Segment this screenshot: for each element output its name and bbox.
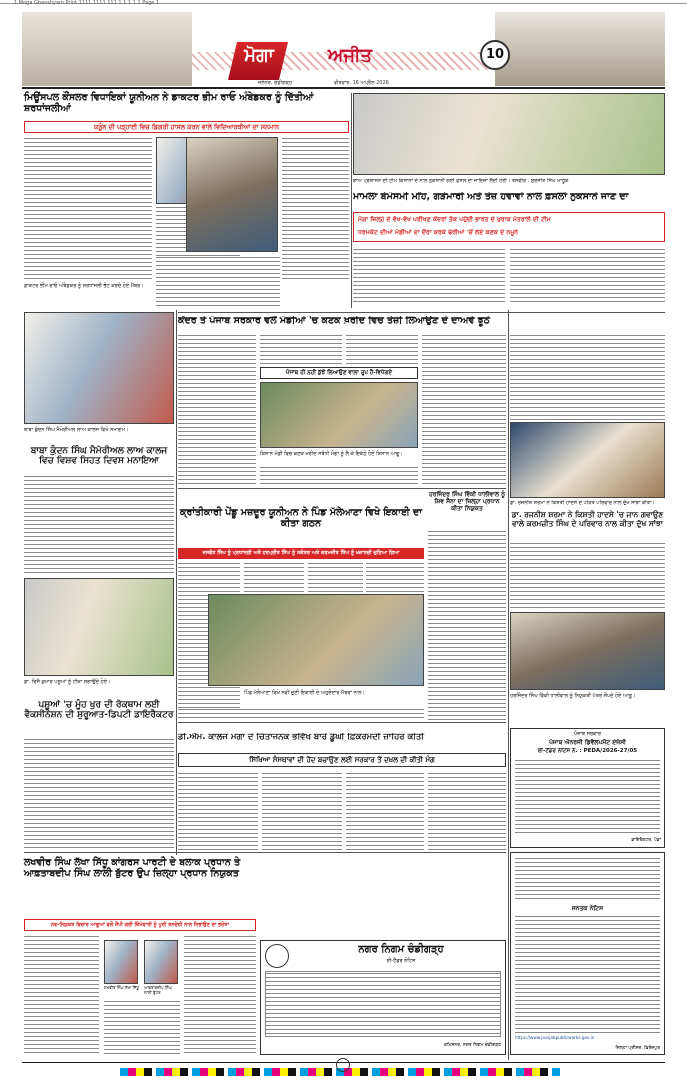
masthead-edition: ਜਲੰਧਰ, ਚੰਡੀਗੜ੍ਹ bbox=[258, 80, 293, 86]
print-strip bbox=[0, 0, 687, 12]
ad-peda-head1: ਪੰਜਾਬ ਸਰਕਾਰ bbox=[574, 731, 601, 737]
print-strip-text: 1 Moga Ghanshyam Print 1111 1111 111 1 1 1 1 1 Page 1 bbox=[14, 0, 160, 6]
story9-body-col3 bbox=[346, 772, 424, 850]
story7-body-col1 bbox=[428, 530, 506, 720]
story2-bullet2: ਧਰਮਕੋਟ ਦੀਆਂ ਮੰਡੀਆਂ ਦਾ ਦੌਰਾ ਕਰਕੇ ਢੇਰੀਆਂ 'ਚੋਂ ਲਏ ਕਣਕ ਦੇ ਨਮੂਨੇ bbox=[358, 229, 519, 236]
ad-notice-url: https://www.punjabpublicworks.gov.in bbox=[515, 1035, 595, 1040]
story10-photo2 bbox=[144, 940, 178, 984]
story3-body-col6 bbox=[510, 334, 665, 420]
story6-headline: ਕ੍ਰਾਂਤੀਕਾਰੀ ਪੇਂਡੂ ਮਜ਼ਦੂਰ ਯੂਨੀਅਨ ਨੇ ਪਿੰਡ ਮੱਲੇਆਣਾ ਵਿਖੇ ਇਕਾਈ ਦਾ ਕੀਤਾ ਗਠਨ bbox=[179, 507, 423, 529]
story4-headline: ਬਾਬਾ ਕੁੰਦਨ ਸਿੰਘ ਮੈਮੋਰੀਅਲ ਲਾਅ ਕਾਲਜ ਵਿਚ ਵਿਸ਼ਵ ਸਿਹਤ ਦਿਵਸ ਮਨਾਇਆ bbox=[30, 446, 168, 467]
story4-caption: ਬਾਬਾ ਕੁੰਦਨ ਸਿੰਘ ਮੈਮੋਰੀਅਲ ਲਾਅ ਕਾਲਜ ਵਿਖੇ ਸਮਾਗਮ। bbox=[24, 427, 129, 433]
masthead-left-photo bbox=[22, 12, 192, 86]
story1-body-col3 bbox=[282, 137, 349, 279]
story9-body-col1 bbox=[178, 772, 258, 850]
ad-nagar-nigam bbox=[260, 940, 506, 1055]
ad-nagar-subtitle: ਈ-ਟੈਂਡਰ ਨੋਟਿਸ bbox=[386, 958, 416, 964]
story6-body-col2 bbox=[244, 562, 304, 592]
story6-body-col3 bbox=[308, 562, 363, 592]
ad-nagar-title: ਨਗਰ ਨਿਗਮ ਚੰਡੀਗੜ੍ਹ bbox=[358, 944, 444, 955]
ad-notice-body bbox=[515, 915, 660, 1033]
story3-body-col5 bbox=[422, 334, 506, 484]
ad-notice-top bbox=[515, 857, 660, 901]
story5-caption: ਡਾ. ਰਜਨੀਸ਼ ਸ਼ਰਮਾ ਨੇ ਕਿਸ਼ਤੀ ਹਾਦਸੇ ਦੇ ਪੀੜਤ ਪਰਿਵਾਰ ਨਾਲ ਦੁੱਖ ਸਾਂਝਾ ਕੀਤਾ। bbox=[510, 500, 655, 506]
story2-photo bbox=[353, 93, 665, 175]
story2-headline: ਮਾਮਲਾ ਬੇਮੌਸਮੀ ਮੀਂਹ, ਗੜੇਮਾਰੀ ਅਤੇ ਤੇਜ਼ ਹਵਾਵਾਂ ਨਾਲ ਫ਼ਸਲਾਂ ਨੁਕਸਾਨੇ ਜਾਣ ਦਾ bbox=[353, 192, 629, 202]
story10-photo2-caption: ਆਫ਼ਤਾਬਦੀਪ ਸਿੰਘ ਲਾਲੀ ਬੁੱਟਰ bbox=[144, 985, 172, 995]
ad-notice-footer: ਜ਼ਿਲ੍ਹਾ ਪ੍ਰੀਸ਼ਦ, ਫ਼ਿਰੋਜ਼ਪੁਰ bbox=[615, 1046, 660, 1051]
story2-bullet-box bbox=[353, 212, 665, 242]
story1-body-col1 bbox=[24, 137, 152, 279]
ad-notice bbox=[510, 852, 665, 1055]
story5-photo bbox=[510, 422, 665, 498]
story8-headline: ਪਸ਼ੂਆਂ 'ਚ ਮੂੰਹ ਖੁਰ ਦੀ ਰੋਕਥਾਮ ਲਈ ਵੈਕਸੀਨੇਸ਼ਨ ਦੀ ਸ਼ੁਰੂਆਤ-ਡਿਪਟੀ ਡਾਇਰੈਕਟਰ bbox=[24, 700, 174, 721]
ad-nagar-footer: ਕਮਿਸ਼ਨਰ, ਨਗਰ ਨਿਗਮ ਚੰਡੀਗੜ੍ਹ bbox=[443, 1043, 501, 1048]
masthead-date: ਵੀਰਵਾਰ, 16 ਅਪ੍ਰੈਲ 2026 bbox=[334, 80, 389, 86]
story7-photo bbox=[510, 612, 665, 690]
ad-peda bbox=[510, 728, 665, 848]
emblem-icon bbox=[265, 944, 289, 968]
story5-body bbox=[510, 542, 665, 610]
story3-photo bbox=[260, 382, 418, 448]
story3-body-col1 bbox=[178, 334, 256, 484]
story1-caption: ਡਾਕਟਰ ਭੀਮ ਰਾਓ ਅੰਬੇਡਕਰ ਨੂੰ ਸ਼ਰਧਾਂਜਲੀ ਭੇਟ ਕਰਦੇ ਹੋਏ ਮੈਂਬਰ। bbox=[24, 283, 144, 289]
story1-photo-main bbox=[186, 137, 278, 252]
story10-headline: ਲਖਵੀਰ ਸਿੰਘ ਲੱਖਾ ਸਿੱਧੂ ਕਾਂਗਰਸ ਪਾਰਟੀ ਦੇ ਬਲਾਕ ਪ੍ਰਧਾਨ ਤੇ ਆਫ਼ਤਾਬਦੀਪ ਸਿੰਘ ਲਾਲੀ ਬੁੱਟਰ ਉਪ ਜ਼ਿਲ੍ਹਾ ਪ੍ਰਧਾਨ ਨਿਯੁਕਤ bbox=[24, 857, 241, 879]
story8-body bbox=[24, 738, 174, 848]
story3-body-col3 bbox=[346, 334, 418, 364]
story8-photo bbox=[24, 578, 174, 676]
story8-caption: ਡਾ. ਵਿਜੈ ਕੁਮਾਰ ਪਸ਼ੂਆਂ ਨੂੰ ਟੀਕਾ ਲਗਾਉਂਦੇ ਹੋਏ। bbox=[24, 679, 111, 685]
ad-peda-body bbox=[515, 759, 660, 833]
story6-redbar: ਜਸਵੰਤ ਸਿੰਘ ਨੂੰ ਪ੍ਰਧਾਨਗੀ ਅਤੇ ਹਰਪ੍ਰੀਤ ਸਿੰਘ ਨੂੰ ਸਕੱਤਰ ਅਤੇ ਕਰਮਜੀਤ ਸਿੰਘ ਨੂੰ ਖ਼ਜ਼ਾਨਚੀ ਚੁਣਿਆ ਗਿਆ bbox=[178, 548, 424, 559]
story9-body-col4 bbox=[428, 772, 506, 850]
story6-body-col4 bbox=[366, 562, 424, 592]
story10-body-col3 bbox=[184, 935, 256, 1055]
story2-bullet1: ਮੋਗਾ ਜ਼ਿਲ੍ਹੇ ਦੇ ਵੱਖ-ਵੱਖ ਪਰੀਖਣ ਕੇਂਦਰਾਂ ਤੱਕ ਪਹੁੰਚੀ ਭਾਰਤ ਦੇ ਖੁਰਾਕ ਮੰਤਰਾਲੇ ਦੀ ਟੀਮ bbox=[358, 216, 551, 223]
story3-body-col2 bbox=[260, 334, 342, 364]
ad-peda-footer: ਡਾਇਰੈਕਟਰ, ਪੇਡਾ bbox=[631, 838, 661, 843]
story7-headline: ਹਰਜਿੰਦਰ ਸਿੰਘ ਵਿੱਕੀ ਧਾਲੀਵਾਲ ਨੂੰ ਸ਼ਿਵ ਸੈਨਾ ਦਾ ਜ਼ਿਲ੍ਹਾ ਪ੍ਰਧਾਨ ਕੀਤਾ ਨਿਯੁਕਤ bbox=[428, 491, 506, 512]
story10-subhead: ਨਵ-ਨਿਯੁਕਤ ਵਿਚਾਰ ਆਗੂਆਂ ਵਲੋਂ ਸੌਂਪੀ ਗਈ ਜ਼ਿੰਮੇਵਾਰੀ ਨੂੰ ਪੂਰੀ ਤਨਦੇਹੀ ਨਾਲ ਨਿਭਾਉਣ ਦਾ ਭਰੋਸਾ bbox=[24, 919, 256, 931]
story6-caption: ਪਿੰਡ ਮੱਲੇਆਣਾ ਵਿਖੇ ਨਵੀਂ ਚੁਣੀ ਇਕਾਈ ਦੇ ਅਹੁਦੇਦਾਰ ਮੈਂਬਰਾਂ ਨਾਲ। bbox=[244, 690, 365, 696]
story7-caption: ਹਰਜਿੰਦਰ ਸਿੰਘ ਵਿੱਕੀ ਧਾਲੀਵਾਲ ਨੂੰ ਨਿਯੁਕਤੀ ਪੱਤਰ ਸੌਂਪਦੇ ਹੋਏ ਆਗੂ। bbox=[510, 693, 636, 699]
story4-body bbox=[24, 475, 174, 575]
ad-peda-ref: ਈ-ਟੈਂਡਰ ਨੋਟਿਸ ਨੰ. : PEDA/2026-27/05 bbox=[537, 748, 638, 754]
story9-subhead: ਸਿੱਖਿਆ ਸੰਸਥਾਵਾਂ ਦੀ ਹੋਂਦ ਬਚਾਉਣ ਲਈ ਸਰਕਾਰ ਤੋਂ ਦਖ਼ਲ ਦੀ ਕੀਤੀ ਮੰਗ bbox=[178, 753, 506, 767]
ad-notice-title: ਜਨਤਕ ਨੋਟਿਸ bbox=[571, 905, 604, 912]
story1-body-col4 bbox=[156, 256, 280, 308]
masthead-title-right: ਅਜੀਤ bbox=[327, 45, 373, 66]
masthead-right-photo bbox=[495, 12, 665, 86]
registration-mark-icon bbox=[336, 1058, 350, 1072]
story10-photo1-caption: ਲਖਵੀਰ ਸਿੰਘ ਲੱਖਾ ਸਿੱਧੂ bbox=[104, 985, 140, 990]
story3-body-col4 bbox=[260, 466, 418, 484]
story1-headline: ਮਿਊਂਸਪਲ ਕੌਂਸਲਰ ਵਿਧਾਇਕਾਂ ਯੂਨੀਅਨ ਨੇ ਡਾਕਟਰ ਭੀਮ ਰਾਓ ਅੰਬੇਡਕਰ ਨੂੰ ਦਿੱਤੀਆਂ ਸ਼ਰਧਾਂਜਲੀਆਂ bbox=[24, 92, 314, 114]
ad-nagar-table bbox=[265, 971, 501, 1037]
story3-caption: ਕਿਸਾਨ ਮੰਡੀ ਵਿਚ ਕਣਕ ਖ਼ਰੀਦ ਸਬੰਧੀ ਮੰਗਾਂ ਨੂੰ ਲੈ ਕੇ ਇਕੱਠੇ ਹੋਏ ਕਿਸਾਨ ਆਗੂ। bbox=[260, 451, 403, 457]
story9-headline: ਡੀ.ਐਮ. ਕਾਲਜ ਮੋਗਾ ਦੇ ਚਿੰਤਾਜਨਕ ਭਵਿੱਖ ਬਾਰੇ ਡੂੰਘੀ ਫ਼ਿਕਰਮੰਦੀ ਜ਼ਾਹਿਰ ਕੀਤੀ bbox=[178, 733, 424, 742]
story10-body-col2 bbox=[104, 1000, 180, 1055]
page-number: 10 bbox=[480, 40, 510, 70]
story6-body-col5 bbox=[178, 708, 424, 720]
masthead bbox=[22, 12, 665, 86]
story9-body-col2 bbox=[262, 772, 342, 850]
ad-peda-head2: ਪੰਜਾਬ ਐਨਰਜੀ ਡਿਵੈਲਪਮੈਂਟ ਏਜੰਸੀ bbox=[549, 739, 626, 746]
story2-caption: ਝਾਂਅ ਪ੍ਰਸ਼ਾਸਨ ਦੀ ਟੀਮ ਕਿਸਾਨਾਂ ਦੇ ਨਾਲ ਨੁਕਸਾਨੀ ਗਈ ਫ਼ਸਲ ਦਾ ਜਾਇਜ਼ਾ ਲੈਂਦੀ ਹੋਈ। ਤਸਵੀਰ : ਸੁਰਜੀਤ ਸਿੰਘ ਮਾਹੂੰਕੇ bbox=[353, 178, 569, 184]
story10-body-col1 bbox=[24, 935, 99, 1055]
story2-body-col1 bbox=[353, 248, 505, 302]
story6-photo bbox=[208, 594, 424, 686]
story5-headline: ਡਾ. ਰਜਨੀਸ਼ ਸ਼ਰਮਾ ਨੇ ਕਿਸ਼ਤੀ ਹਾਦਸੇ 'ਚ ਜਾਨ ਗਵਾਉਣ ਵਾਲੇ ਕਰਮਜ਼ੀਤ ਸਿੰਘ ਦੇ ਪਰਿਵਾਰ ਨਾਲ ਕੀਤਾ ਦੁੱਖ ਸਾਂਝਾ bbox=[511, 510, 664, 528]
story3-headline: ਕੇਂਦਰ ਤੇ ਪੰਜਾਬ ਸਰਕਾਰ ਵਲੋਂ ਮੰਡੀਆਂ 'ਚ ਕਣਕ ਖ਼ਰੀਦ ਵਿਚ ਤੇਜ਼ੀ ਲਿਆਉਣ ਦੇ ਦਾਅਵੇ ਝੂਠੇ bbox=[178, 316, 490, 326]
story3-label: ਪੰਜਾਬ ਹੀ ਨਹੀਂ ਕੁੱਝੋਂ ਲਿਆਉਣ ਵਾਲਾ ਰੂਪ ਹੈ-ਵਿਧੇਗਏ bbox=[260, 367, 418, 379]
story1-subhead: ਕਨੂੰਨ ਦੀ ਪੜ੍ਹਾਈ ਵਿਚ ਡਿਗਰੀ ਹਾਸਲ ਕਰਨ ਵਾਲੇ ਵਿਦਿਆਰਥੀਆਂ ਦਾ ਸਨਮਾਨ bbox=[24, 121, 349, 133]
story10-photo1 bbox=[104, 940, 138, 984]
story2-body-col2 bbox=[510, 248, 665, 302]
story4-photo bbox=[24, 312, 174, 424]
masthead-title-left: ਮੋਗਾ bbox=[244, 45, 274, 66]
